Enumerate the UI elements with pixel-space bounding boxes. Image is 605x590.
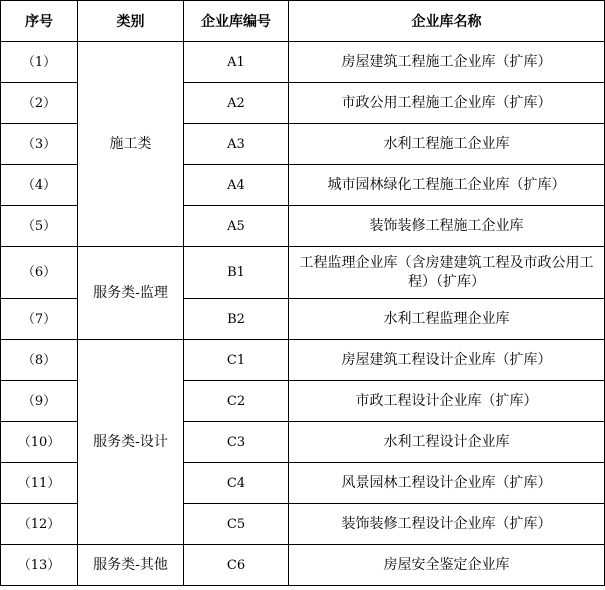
header-code: 企业库编号 [184, 1, 289, 42]
row-category: 施工类 [78, 42, 184, 247]
row-seq: （8） [1, 340, 78, 381]
row-code: C3 [184, 422, 289, 463]
row-seq: （2） [1, 83, 78, 124]
row-name: 装饰装修工程设计企业库（扩库） [289, 504, 605, 545]
row-category: 服务类-设计 [78, 340, 184, 545]
header-row [1, 1, 605, 42]
row-category: 服务类-监理 [78, 247, 184, 340]
row-name: 风景园林工程设计企业库（扩库） [289, 463, 605, 504]
row-name: 工程监理企业库（含房建建筑工程及市政公用工程）（扩库） [289, 247, 605, 299]
table-row [1, 247, 605, 299]
header-name: 企业库名称 [289, 1, 605, 42]
row-seq: （4） [1, 165, 78, 206]
row-name: 水利工程施工企业库 [289, 124, 605, 165]
row-seq: （6） [1, 247, 78, 299]
row-seq: （9） [1, 381, 78, 422]
row-code: A2 [184, 83, 289, 124]
row-name: 房屋安全鉴定企业库 [289, 545, 605, 586]
row-seq: （7） [1, 299, 78, 340]
row-seq: （3） [1, 124, 78, 165]
row-name: 市政工程设计企业库（扩库） [289, 381, 605, 422]
row-seq: （11） [1, 463, 78, 504]
row-seq: （1） [1, 42, 78, 83]
row-code: C6 [184, 545, 289, 586]
row-name: 水利工程设计企业库 [289, 422, 605, 463]
row-seq: （12） [1, 504, 78, 545]
table-row [1, 545, 605, 586]
row-code: B1 [184, 247, 289, 299]
table-row [1, 42, 605, 83]
header-category: 类别 [78, 1, 184, 42]
row-name: 房屋建筑工程设计企业库（扩库） [289, 340, 605, 381]
row-code: A1 [184, 42, 289, 83]
row-name: 市政公用工程施工企业库（扩库） [289, 83, 605, 124]
header-seq: 序号 [1, 1, 78, 42]
row-code: C5 [184, 504, 289, 545]
row-name: 城市园林绿化工程施工企业库（扩库） [289, 165, 605, 206]
row-name: 水利工程监理企业库 [289, 299, 605, 340]
row-seq: （10） [1, 422, 78, 463]
row-code: C2 [184, 381, 289, 422]
row-code: C1 [184, 340, 289, 381]
row-name: 装饰装修工程施工企业库 [289, 206, 605, 247]
row-code: A3 [184, 124, 289, 165]
row-code: A5 [184, 206, 289, 247]
row-seq: （5） [1, 206, 78, 247]
row-category: 服务类-其他 [78, 545, 184, 586]
row-code: A4 [184, 165, 289, 206]
table-row [1, 340, 605, 381]
row-code: B2 [184, 299, 289, 340]
row-seq: （13） [1, 545, 78, 586]
row-name: 房屋建筑工程施工企业库（扩库） [289, 42, 605, 83]
row-code: C4 [184, 463, 289, 504]
